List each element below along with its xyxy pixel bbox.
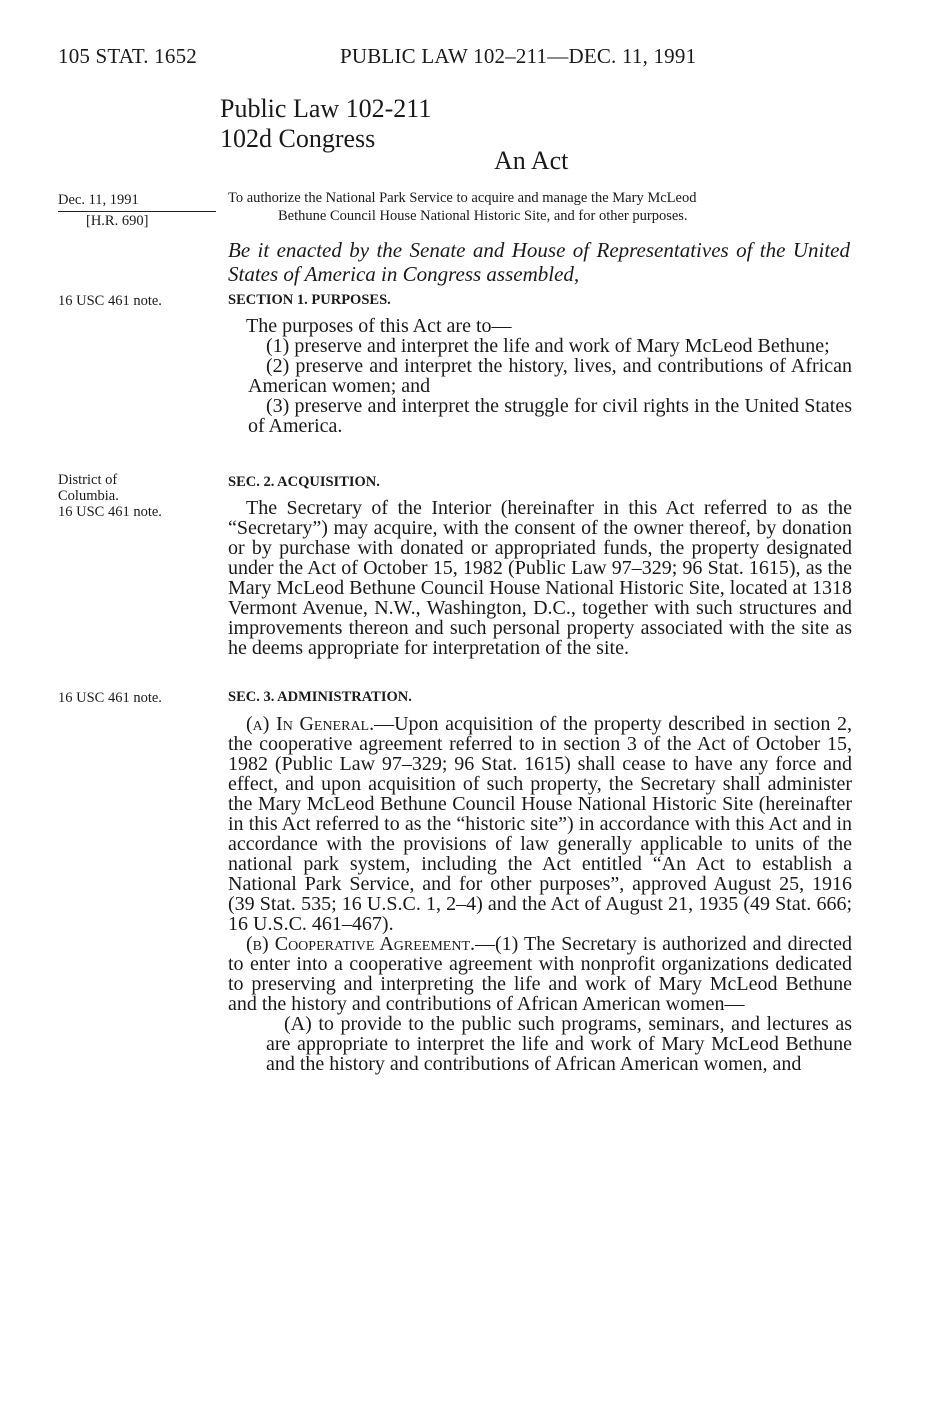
subsection-b-label: (b) Cooperative Agreement. bbox=[246, 933, 476, 955]
section-1-item-2: (2) preserve and interpret the history, lives, and contributions of African American women; and bbox=[248, 355, 852, 397]
section-3-subsection-a bbox=[228, 714, 852, 934]
an-act-heading: An Act bbox=[494, 146, 569, 175]
subsection-a-label: (a) In General. bbox=[246, 713, 375, 735]
purpose-line-2: Bethune Council House National Historic Site, and for other purposes. bbox=[278, 208, 688, 224]
section-1-item-3: (3) preserve and interpret the struggle for civil rights in the United States of America. bbox=[248, 395, 852, 437]
margin-rule-divider bbox=[58, 211, 216, 212]
section-3-body bbox=[228, 714, 852, 1074]
section-1-intro: The purposes of this Act are to— bbox=[246, 315, 512, 337]
purpose-line-1: To authorize the National Park Service to acquire and manage the Mary McLeod bbox=[228, 190, 697, 206]
section-1-body bbox=[228, 316, 852, 436]
section-2-body bbox=[228, 498, 852, 658]
section-2-text: The Secretary of the Interior (hereinafter in this Act referred to as the “Secretary”) may acquire, with the consent of the owner thereof, by donation or by purchase with donated or appropriated funds, the property designated under the Act of October 15, 1982 (Public Law 97–329; 96 Stat. 1615), as the Mary McLeod Bethune Council House National Historic Site, located at 1318 Vermont Avenue, N.W., Washington, D.C., together with such structures and improvements thereon and such personal property associated with the site as he deems appropriate for interpretation of the site. bbox=[228, 497, 852, 659]
subsection-b-item-A: (A) to provide to the public such programs, seminars, and lectures as are appropriate to interpret the life and work of Mary McLeod Bethune and the history and contributions of African American women, and bbox=[266, 1013, 852, 1075]
subsection-b-text: —(1) The Secretary is authorized and directed to enter into a cooperative agreement with nonprofit organizations dedicated to preserving and interpreting the life and work of Mary McLeod Bethune and the history and contributions of African American women— bbox=[228, 933, 852, 1015]
section-3-heading: SEC. 3. ADMINISTRATION. bbox=[228, 689, 412, 705]
margin-note-dc-line1: District of bbox=[58, 472, 118, 488]
margin-usc-note-1: 16 USC 461 note. bbox=[58, 293, 162, 309]
running-head: PUBLIC LAW 102–211—DEC. 11, 1991 bbox=[340, 44, 697, 68]
margin-bill-number: [H.R. 690] bbox=[86, 213, 149, 229]
act-purpose-summary bbox=[228, 189, 850, 225]
public-law-number: Public Law 102-211 bbox=[220, 94, 432, 123]
page-stat-citation: 105 STAT. 1652 bbox=[58, 44, 197, 68]
margin-date: Dec. 11, 1991 bbox=[58, 192, 139, 208]
enacting-clause: Be it enacted by the Senate and House of Representatives of the United States of America in Congress assembled, bbox=[228, 238, 850, 286]
subsection-a-text: —Upon acquisition of the property described in section 2, the cooperative agreement referred to in section 3 of the Act of October 15, 1982 (Public Law 97–329; 96 Stat. 1615) shall cease to have any force and effect, and upon acquisition of such property, the Secretary shall administer the Mary McLeod Bethune Council House National Historic Site (hereinafter in this Act referred to as the “historic site”) in accordance with this Act and in accordance with the provisions of law generally applicable to units of the national park system, including the Act entitled “An Act to establish a National Park Service, and for other purposes”, approved August 25, 1916 (39 Stat. 535; 16 U.S.C. 1, 2–4) and the Act of August 21, 1935 (49 Stat. 666; 16 U.S.C. 461–467). bbox=[228, 713, 852, 935]
margin-usc-note-2: 16 USC 461 note. bbox=[58, 504, 162, 520]
section-2-heading: SEC. 2. ACQUISITION. bbox=[228, 474, 380, 490]
section-1-heading: SECTION 1. PURPOSES. bbox=[228, 292, 391, 308]
section-3-subsection-b bbox=[228, 934, 852, 1014]
congress-label: 102d Congress bbox=[220, 124, 376, 153]
margin-note-dc-line2: Columbia. bbox=[58, 488, 119, 504]
margin-usc-note-3: 16 USC 461 note. bbox=[58, 690, 162, 706]
section-1-item-1: (1) preserve and interpret the life and work of Mary McLeod Bethune; bbox=[266, 335, 830, 357]
